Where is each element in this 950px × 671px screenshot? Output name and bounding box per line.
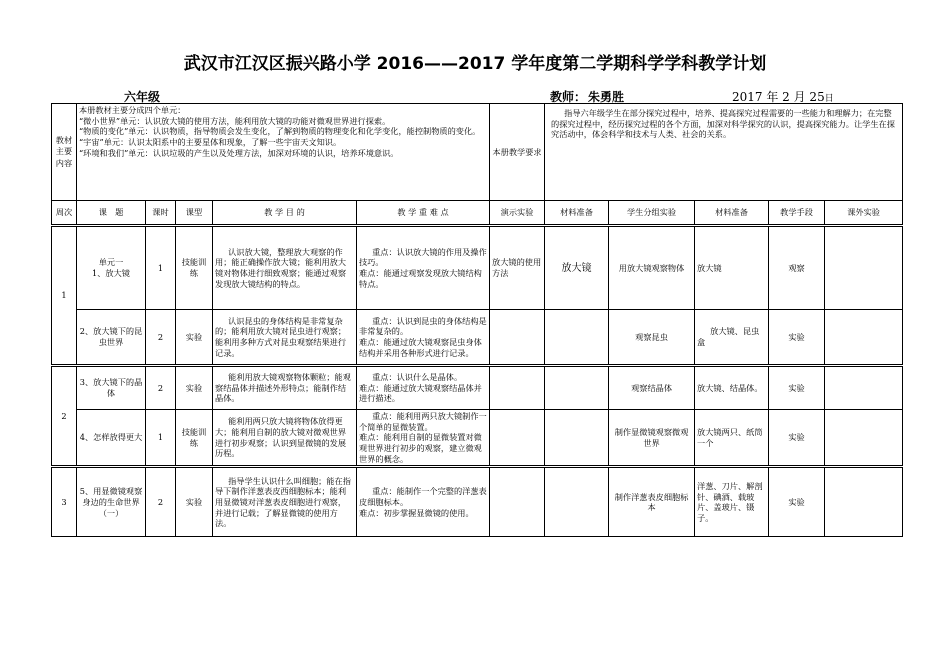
table-row [52,310,903,366]
header-means: 教学手段 [769,201,825,226]
lesson-hours: 2 [146,467,176,537]
group-materials: 放大镜 [695,226,769,310]
header-extra: 课外实验 [825,201,903,226]
demo-experiment [490,310,545,366]
header-week: 周次 [52,201,77,226]
header-group-experiment: 学生分组实验 [609,201,695,226]
lesson-hours: 1 [146,410,176,467]
header-goal: 教 学 目 的 [213,201,357,226]
overview-line: “物质的变化”单元：认识物质，指导物质会发生变化，了解到物质的物理变化和化学变化，能控制物质的变化。 [79,126,481,137]
demo-materials: 放大镜 [545,226,609,310]
group-experiment: 观察昆虫 [609,310,695,366]
teaching-means: 实验 [769,310,825,366]
lesson-topic: 2、放大镜下的昆虫世界 [77,310,146,366]
teaching-means: 实验 [769,410,825,467]
lesson-topic: 3、放大镜下的晶体 [77,366,146,410]
lesson-type: 技能训练 [176,226,213,310]
lesson-topic: 4、怎样放得更大 [77,410,146,467]
teaching-means: 实验 [769,467,825,537]
extra-experiment [825,226,903,310]
lesson-type: 实验 [176,366,213,410]
lesson-key-points: 重点：能利用两只放大镜制作一个简单的显微装置。 难点：能利用自制的显微装置对微观世界进行初步的观察，建立微观世界的概念。 [357,410,490,467]
week-number: 2 [52,366,77,467]
group-experiment: 制作洋葱表皮细胞标本 [609,467,695,537]
lesson-goal: 认识放大镜，整理放大观察的作用；能正确操作放大镜；能利用放大镜对物体进行细致观察；能通过观察发现放大镜结构的特点。 [213,226,357,310]
demo-materials [545,467,609,537]
date-text: 2017 年 2 月 25 [732,90,825,104]
demo-materials [545,366,609,410]
demo-experiment [490,410,545,467]
group-materials: 洋葱、刀片、解剖针、碘酒、载玻片、盖玻片、镊子。 [695,467,769,537]
lesson-key-points: 重点：认识放大镜的作用及操作技巧。 难点：能通过观察发现放大镜结构特点。 [357,226,490,310]
teaching-means: 实验 [769,366,825,410]
teaching-plan-table [51,103,903,537]
header-topic: 课 题 [77,201,146,226]
grade-label: 六年级 [124,90,161,104]
lesson-key-points: 重点：认识到昆虫的身体结构是非常复杂的。 难点：能通过放大镜观察昆虫身体结构并采用各种形式进行记录。 [357,310,490,366]
week-number: 3 [52,467,77,537]
overview-line: 本册教材主要分成四个单元： [79,105,186,115]
lesson-topic: 5、用显微镜观察身边的生命世界（一） [77,467,146,537]
lesson-hours: 1 [146,226,176,310]
date-day: 日 [824,94,834,104]
lesson-key-points: 重点：能制作一个完整的洋葱表皮细胞标本。 难点：初步掌握显微镜的使用。 [357,467,490,537]
header-group-materials: 材料准备 [695,201,769,226]
header-type: 课型 [176,201,213,226]
table-row [52,366,903,410]
teacher-name: 朱勇胜 [588,90,625,104]
header-demo-materials: 材料准备 [545,201,609,226]
demo-materials [545,410,609,467]
lesson-goal: 认识昆虫的身体结构是非常复杂的；能利用放大镜对昆虫进行观察；能利用多种方式对昆虫观察结果进行记录。 [213,310,357,366]
table-row [52,467,903,537]
page-title: 武汉市江汉区振兴路小学 2016——2017 学年度第二学期科学学科教学计划 [183,54,767,74]
lesson-goal: 能利用两只放大镜将物体放得更大；能利用自制的放大镜对微观世界进行初步观察；认识到显微镜的发展历程。 [213,410,357,467]
overview-line: “微小世界”单元：认识放大镜的使用方法，能利用放大镜的功能对微观世界进行探索。 [79,115,391,126]
lesson-type: 技能训练 [176,410,213,467]
overview-label: 教材主要内容 [52,104,77,201]
overview-line: “环境和我们”单元：认识垃圾的产生以及处理方法，加深对环境的认识，培养环境意识。 [79,147,399,158]
lesson-goal: 指导学生认识什么叫细胞；能在指导下制作洋葱表皮西细胞标本；能利用显微镜对洋葱表皮细胞进行观察，并进行记载；了解显微镜的使用方法。 [213,467,357,537]
group-materials: 放大镜、结晶体。 [695,366,769,410]
group-experiment: 用放大镜观察物体 [609,226,695,310]
requirements-label: 本册教学要求 [490,104,545,201]
lesson-type: 实验 [176,467,213,537]
header-hours: 课时 [146,201,176,226]
demo-materials [545,310,609,366]
extra-experiment [825,467,903,537]
extra-experiment [825,410,903,467]
teacher-label: 教师： [550,90,587,104]
overview-content [77,104,490,201]
group-experiment: 制作显微镜观察微观世界 [609,410,695,467]
requirements-content: 指导六年级学生在部分探究过程中，培养、提高探究过程需要的一些能力和理解力；在完整的探究过程中，经历探究过程的各个方面，加深对科学探究的认识，提高探究能力。让学生在探究活动中，体会科学和技术与人类、社会的关系。 [545,104,903,201]
lesson-goal: 能利用放大镜观察物体颗粒；能观察结晶体并描述外形特点；能制作结晶体。 [213,366,357,410]
demo-experiment [490,467,545,537]
teaching-means: 观察 [769,226,825,310]
table-row [52,226,903,310]
lesson-type: 实验 [176,310,213,366]
lesson-key-points: 重点：认识什么是晶体。 难点：能通过放大镜观察结晶体并进行描述。 [357,366,490,410]
group-materials: 放大镜两只、纸筒一个 [695,410,769,467]
lesson-hours: 2 [146,366,176,410]
extra-experiment [825,366,903,410]
header-row [52,201,903,226]
header-demo: 演示实验 [490,201,545,226]
overview-row [52,104,903,201]
week-number: 1 [52,226,77,366]
group-materials: 放大镜、昆虫盒 [695,310,769,366]
lesson-topic: 单元一 1、放大镜 [77,226,146,310]
demo-experiment [490,366,545,410]
header-key-points: 教 学 重 难 点 [357,201,490,226]
lesson-hours: 2 [146,310,176,366]
group-experiment: 观察结晶体 [609,366,695,410]
table-row [52,410,903,467]
extra-experiment [825,310,903,366]
overview-line: “宇宙”单元：认识太阳系中的主要星体和现象，了解一些宇宙天文知识。 [79,136,342,147]
demo-experiment: 放大镜的使用方法 [490,226,545,310]
